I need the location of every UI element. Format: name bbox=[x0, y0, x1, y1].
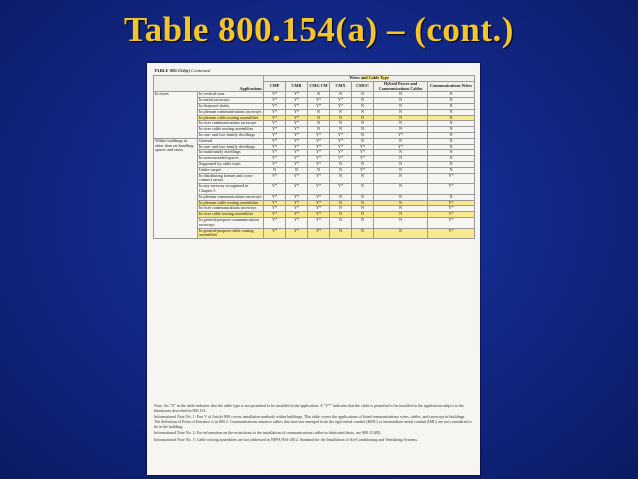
permission-cell: Y* bbox=[264, 138, 286, 144]
permission-cell: Y* bbox=[286, 103, 308, 109]
location-cell: In metal raceways bbox=[198, 98, 264, 104]
permission-cell: Y* bbox=[428, 228, 475, 239]
location-cell: In general-purpose cable routing assemblies bbox=[198, 228, 264, 239]
permission-cell: N bbox=[428, 103, 475, 109]
column-header: Hybrid Power and Communications Cables bbox=[374, 81, 428, 92]
permission-cell: Y* bbox=[286, 132, 308, 138]
permission-cell: Y* bbox=[308, 156, 330, 162]
permission-cell: N bbox=[374, 127, 428, 133]
permission-cell: Y* bbox=[264, 121, 286, 127]
table-row bbox=[154, 184, 475, 195]
permission-cell: Y* bbox=[264, 92, 286, 98]
permission-cell: Y* bbox=[264, 217, 286, 228]
permission-cell: N bbox=[374, 156, 428, 162]
permission-cell: Y* bbox=[428, 200, 475, 206]
permission-cell: N bbox=[308, 115, 330, 121]
permission-cell: N bbox=[330, 161, 352, 167]
permission-cell: N bbox=[308, 121, 330, 127]
permission-cell: N bbox=[374, 150, 428, 156]
permission-cell: Y* bbox=[264, 200, 286, 206]
permission-cell: N bbox=[374, 115, 428, 121]
permission-cell: N bbox=[308, 109, 330, 115]
location-cell: In vertical runs bbox=[198, 92, 264, 98]
location-cell: Under carpet bbox=[198, 167, 264, 173]
permission-cell: Y* bbox=[264, 194, 286, 200]
permission-cell: Y* bbox=[330, 138, 352, 144]
permission-cell: N bbox=[352, 217, 374, 228]
permission-cell: Y* bbox=[308, 144, 330, 150]
permission-cell: Y* bbox=[428, 184, 475, 195]
permission-cell: N bbox=[352, 161, 374, 167]
permission-cell: N bbox=[374, 212, 428, 218]
permission-cell: Y* bbox=[264, 98, 286, 104]
permission-cell: Y* bbox=[286, 109, 308, 115]
permission-cell: Y* bbox=[286, 212, 308, 218]
permission-cell: N bbox=[330, 200, 352, 206]
column-header: CMP bbox=[264, 81, 286, 92]
permission-cell: N bbox=[428, 156, 475, 162]
permission-cell: N bbox=[330, 115, 352, 121]
permission-cell: Y* bbox=[308, 132, 330, 138]
column-header: Communications Wires bbox=[428, 81, 475, 92]
permission-cell: Y* bbox=[286, 138, 308, 144]
permission-cell: Y* bbox=[286, 156, 308, 162]
permission-cell: N bbox=[352, 115, 374, 121]
location-cell: In one- and two-family dwellings bbox=[198, 132, 264, 138]
table-page-image bbox=[147, 63, 480, 475]
permission-cell: Y* bbox=[308, 194, 330, 200]
permission-cell: N bbox=[428, 98, 475, 104]
permission-cell: Y* bbox=[308, 217, 330, 228]
permission-cell: Y* bbox=[264, 212, 286, 218]
permission-cell: N bbox=[374, 103, 428, 109]
location-cell: In riser communications raceways bbox=[198, 206, 264, 212]
permission-cell: N bbox=[374, 206, 428, 212]
permission-cell: Y* bbox=[330, 184, 352, 195]
permission-cell: N bbox=[428, 109, 475, 115]
permission-cell: Y* bbox=[286, 206, 308, 212]
permission-cell: N bbox=[264, 167, 286, 173]
permission-cell: N bbox=[330, 173, 352, 184]
permission-cell: N bbox=[352, 121, 374, 127]
permission-cell: Y* bbox=[264, 184, 286, 195]
permission-cell: N bbox=[352, 132, 374, 138]
location-cell: In fireproof shafts bbox=[198, 103, 264, 109]
permission-cell: N bbox=[374, 194, 428, 200]
location-cell: In nonconcealed spaces bbox=[198, 156, 264, 162]
permission-cell: Y* bbox=[286, 194, 308, 200]
permission-cell: N bbox=[352, 103, 374, 109]
permission-cell: N bbox=[428, 161, 475, 167]
location-cell: In riser cable routing assemblies bbox=[198, 212, 264, 218]
location-cell: In multifamily dwellings bbox=[198, 150, 264, 156]
permission-cell: N bbox=[374, 92, 428, 98]
permission-cell: N bbox=[374, 217, 428, 228]
column-header: CMR bbox=[286, 81, 308, 92]
permission-cell: N bbox=[308, 167, 330, 173]
location-cell: In distributing frames and cross-connect arrays bbox=[198, 173, 264, 184]
permission-cell: Y* bbox=[264, 109, 286, 115]
table-caption-suffix: Continued bbox=[191, 68, 211, 73]
cable-type-table bbox=[153, 75, 475, 239]
permission-cell: N bbox=[374, 200, 428, 206]
permission-cell: N bbox=[374, 228, 428, 239]
permission-cell: N bbox=[428, 167, 475, 173]
permission-cell: N bbox=[428, 132, 475, 138]
permission-cell: N bbox=[374, 161, 428, 167]
permission-cell: N bbox=[352, 200, 374, 206]
location-cell: In plenum cable routing assemblies bbox=[198, 200, 264, 206]
permission-cell: Y* bbox=[308, 184, 330, 195]
permission-cell: Y* bbox=[308, 98, 330, 104]
permission-cell: Y* bbox=[264, 150, 286, 156]
permission-cell: Y* bbox=[308, 212, 330, 218]
permission-cell: Y* bbox=[286, 98, 308, 104]
permission-cell: Y* bbox=[308, 103, 330, 109]
table-row bbox=[154, 217, 475, 228]
table-notes bbox=[154, 403, 472, 443]
table-row bbox=[154, 228, 475, 239]
permission-cell: Y* bbox=[352, 167, 374, 173]
permission-cell: N bbox=[374, 167, 428, 173]
table-note: Note: An "N" in the table indicates that the cable type is not permitted to be installed in the application. A "Y*" indicates that the cable is permitted to be installed in the application subject to the limitations described in 800.113. bbox=[154, 403, 464, 414]
permission-cell: N bbox=[286, 167, 308, 173]
table-note: Informational Note No. 2: For information on the restrictions to the installation of communications cables in fabricated ducts, see 800.113(B). bbox=[154, 430, 382, 436]
wires-label: Wires bbox=[349, 75, 360, 80]
permission-cell: Y* bbox=[374, 132, 428, 138]
permission-cell: Y* bbox=[286, 144, 308, 150]
permission-cell: Y* bbox=[264, 173, 286, 184]
permission-cell: N bbox=[374, 184, 428, 195]
permission-cell: N bbox=[374, 173, 428, 184]
table-note: Informational Note No. 3: Cable routing assemblies are not addressed in NFPA 90A-2012, Standard for the Installation of Air-Conditioning and Ventilating Systems. bbox=[154, 436, 418, 442]
permission-cell: Y* bbox=[428, 217, 475, 228]
location-cell: In plenum cable routing assemblies bbox=[198, 115, 264, 121]
permission-cell: N bbox=[330, 167, 352, 173]
permission-cell: N bbox=[352, 138, 374, 144]
permission-cell: Y* bbox=[264, 156, 286, 162]
location-cell: In plenum communications raceways bbox=[198, 194, 264, 200]
permission-cell: Y* bbox=[286, 127, 308, 133]
permission-cell: Y* bbox=[308, 150, 330, 156]
location-cell: General bbox=[198, 138, 264, 144]
permission-cell: Y* bbox=[286, 228, 308, 239]
permission-cell: N bbox=[352, 212, 374, 218]
permission-cell: Y* bbox=[264, 161, 286, 167]
permission-cell: N bbox=[428, 138, 475, 144]
location-cell: In one- and two-family dwellings bbox=[198, 144, 264, 150]
permission-cell: Y* bbox=[264, 103, 286, 109]
location-cell: In general-purpose communications raceways bbox=[198, 217, 264, 228]
table-caption bbox=[154, 68, 210, 73]
permission-cell: N bbox=[352, 98, 374, 104]
permission-cell: Y* bbox=[264, 206, 286, 212]
permission-cell: Y* bbox=[330, 156, 352, 162]
permission-cell: N bbox=[428, 194, 475, 200]
permission-cell: N bbox=[352, 109, 374, 115]
permission-cell: Y* bbox=[308, 138, 330, 144]
permission-cell: Y* bbox=[286, 173, 308, 184]
applications-header: Applications bbox=[154, 76, 264, 92]
location-cell: In plenum communications raceways bbox=[198, 109, 264, 115]
permission-cell: N bbox=[330, 109, 352, 115]
permission-cell: N bbox=[330, 127, 352, 133]
location-cell: In riser cable routing assemblies bbox=[198, 127, 264, 133]
permission-cell: Y* bbox=[264, 115, 286, 121]
permission-cell: Y* bbox=[286, 161, 308, 167]
permission-cell: Y* bbox=[308, 173, 330, 184]
permission-cell: Y* bbox=[264, 132, 286, 138]
permission-cell: N bbox=[330, 206, 352, 212]
permission-cell: Y* bbox=[352, 150, 374, 156]
permission-cell: N bbox=[428, 121, 475, 127]
permission-cell: Y* bbox=[308, 200, 330, 206]
permission-cell: Y* bbox=[286, 217, 308, 228]
permission-cell: N bbox=[428, 115, 475, 121]
permission-cell: N bbox=[308, 92, 330, 98]
permission-cell: Y* bbox=[308, 206, 330, 212]
permission-cell: Y* bbox=[428, 206, 475, 212]
permission-cell: Y* bbox=[264, 144, 286, 150]
permission-cell: Y* bbox=[330, 144, 352, 150]
permission-cell: N bbox=[352, 173, 374, 184]
permission-cell: N bbox=[330, 194, 352, 200]
location-cell: In riser communications raceways bbox=[198, 121, 264, 127]
permission-cell: Y* bbox=[428, 212, 475, 218]
permission-cell: Y* bbox=[352, 156, 374, 162]
permission-cell: N bbox=[428, 127, 475, 133]
permission-cell: Y* bbox=[286, 115, 308, 121]
column-header: CMUC bbox=[352, 81, 374, 92]
permission-cell: N bbox=[352, 206, 374, 212]
location-cell: Supported by cable trays bbox=[198, 161, 264, 167]
permission-cell: N bbox=[352, 228, 374, 239]
slide-title: Table 800.154(a) – (cont.) bbox=[124, 10, 514, 49]
table-row bbox=[154, 173, 475, 184]
application-group-label: In risers bbox=[154, 92, 198, 138]
application-group-label: Within buildings in other than air-handling spaces and risers bbox=[154, 138, 198, 238]
permission-cell: N bbox=[330, 228, 352, 239]
location-cell: In any raceway recognized in Chapter 3 bbox=[198, 184, 264, 195]
permission-cell: N bbox=[352, 194, 374, 200]
permission-cell: N bbox=[374, 138, 428, 144]
permission-cell: Y* bbox=[286, 92, 308, 98]
cable-type-label: and Cable Type bbox=[360, 75, 389, 80]
permission-cell: Y* bbox=[330, 98, 352, 104]
permission-cell: Y* bbox=[308, 161, 330, 167]
permission-cell: Y* bbox=[330, 150, 352, 156]
permission-cell: Y* bbox=[374, 144, 428, 150]
permission-cell: Y* bbox=[352, 144, 374, 150]
permission-cell: N bbox=[308, 127, 330, 133]
permission-cell: Y* bbox=[286, 184, 308, 195]
column-header: CMX bbox=[330, 81, 352, 92]
permission-cell: Y* bbox=[264, 127, 286, 133]
permission-cell: Y* bbox=[330, 132, 352, 138]
permission-cell: N bbox=[352, 127, 374, 133]
permission-cell: N bbox=[330, 121, 352, 127]
table-caption-label: TABLE 800.154(a) bbox=[154, 68, 190, 73]
permission-cell: N bbox=[428, 92, 475, 98]
permission-cell: Y* bbox=[286, 121, 308, 127]
permission-cell: Y* bbox=[308, 228, 330, 239]
permission-cell: N bbox=[352, 92, 374, 98]
permission-cell: N bbox=[330, 217, 352, 228]
permission-cell: N bbox=[428, 150, 475, 156]
permission-cell: Y* bbox=[428, 173, 475, 184]
table-body bbox=[154, 92, 475, 239]
permission-cell: N bbox=[330, 212, 352, 218]
permission-cell: Y* bbox=[330, 103, 352, 109]
table-note: Informational Note No. 1: Part V of Article 800 covers installation methods within buildings. This table covers the applications of listed communications wires, cables, and raceways in buildings. The definition of Point of Entrance is in 800.2. Communications entrance cables that have not emerged from the rigid metal conduit (RMC) or intermediate metal conduit (IMC) are not considered to be in the building. bbox=[154, 414, 472, 430]
column-header: CMG CM bbox=[308, 81, 330, 92]
permission-cell: N bbox=[330, 92, 352, 98]
permission-cell: N bbox=[352, 184, 374, 195]
permission-cell: N bbox=[374, 98, 428, 104]
permission-cell: N bbox=[374, 109, 428, 115]
permission-cell: N bbox=[374, 121, 428, 127]
permission-cell: Y* bbox=[286, 150, 308, 156]
permission-cell: Y* bbox=[264, 228, 286, 239]
permission-cell: N bbox=[428, 144, 475, 150]
permission-cell: Y* bbox=[286, 200, 308, 206]
